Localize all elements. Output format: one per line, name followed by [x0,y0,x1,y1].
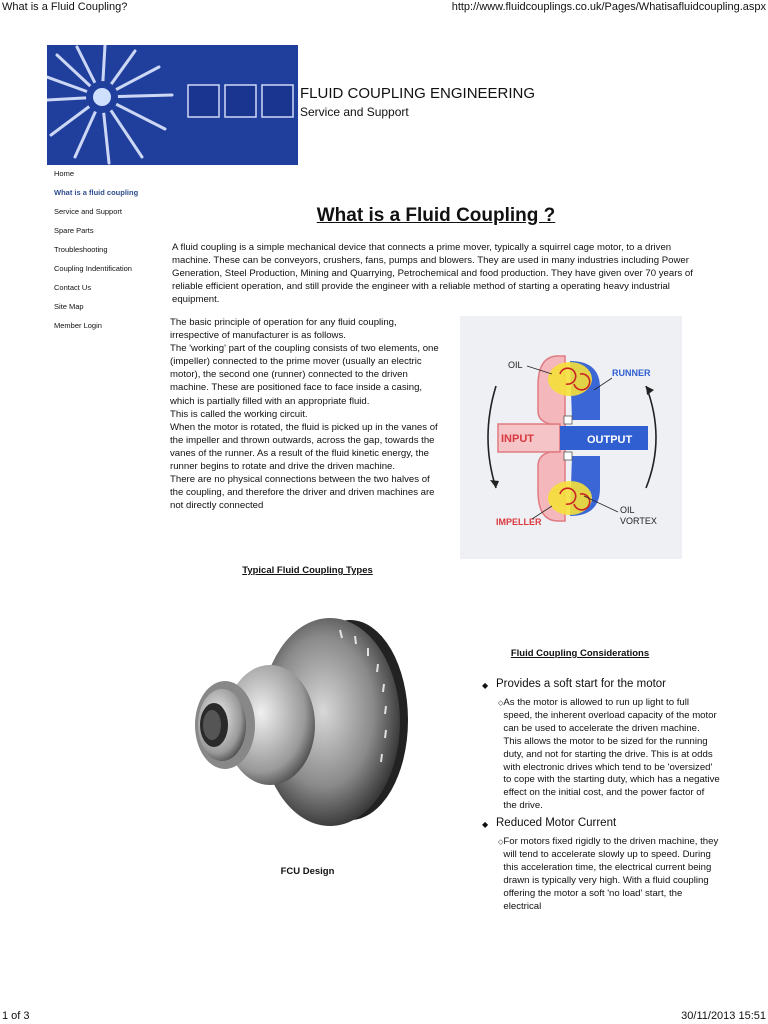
considerations-list [480,678,720,918]
nav-troubleshooting[interactable]: Troubleshooting [54,245,108,254]
nav-spare-parts[interactable]: Spare Parts [54,226,94,235]
label-oil-vortex-2: VORTEX [620,516,657,526]
brand-subtitle: Service and Support [300,105,409,119]
consideration-title: Reduced Motor Current [496,817,617,830]
consideration-detail: As the motor is allowed to run up light to full speed, the inherent overload capacity of the motor can be used to accelerate the driven machine. This allows the motor to be sized for the running duty, and not for starting the drive. This is at odds with electronic drives which tend to be 'oversized' to cope with the starting duty, which has a negative effect on the initial cost, and the power factor of the drive. [503,697,720,812]
brand-title: FLUID COUPLING ENGINEERING [300,85,536,102]
list-item [480,678,720,694]
types-heading: Typical Fluid Coupling Types [242,565,373,576]
nav-what-is-fluid-coupling[interactable]: What is a fluid coupling [54,188,139,197]
label-oil-vortex-1: OIL [620,505,635,515]
nav-service-support[interactable]: Service and Support [54,207,122,216]
nav-site-map[interactable]: Site Map [54,302,84,311]
radial-logo-icon [47,45,298,165]
list-item-detail [498,836,720,913]
print-page-title: What is a Fluid Coupling? [2,1,128,13]
considerations-heading: Fluid Coupling Considerations [510,648,650,659]
principle-line: The basic principle of operation for any fluid coupling, irrespective of manufacturer is as follows. [170,317,397,342]
page-title: What is a Fluid Coupling ? [316,205,556,226]
bullet-icon: ◆ [482,681,489,690]
hollow-bullet-icon: ◇ [498,700,504,707]
label-oil: OIL [508,360,523,370]
oil-vortex-lower [548,481,592,515]
hollow-bullet-icon: ◇ [498,839,504,847]
consideration-detail: For motors fixed rigidly to the driven machine, they will tend to accelerate slowly up to speed. During this acceleration time, the electrical current being drawn is typically very high. With a fluid coupling offering the motor a soft 'no load' start, the electrical [503,836,719,912]
label-output: OUTPUT [587,434,633,446]
nav-coupling-identification[interactable]: Coupling Indentification [54,264,132,273]
principle-line: There are no physical connections between the two halves of the coupling, and therefore the driver and driven machines are not directly connected [170,474,435,512]
nav-home[interactable]: Home [54,169,75,178]
consideration-title: Provides a soft start for the motor [496,678,667,690]
print-header [0,0,768,16]
principle-text [170,316,445,512]
label-input: INPUT [501,433,534,445]
list-item-detail [498,697,720,813]
principle-line: This is called the working circuit. [170,408,308,420]
banner-image [47,45,298,165]
nav-contact-us[interactable]: Contact Us [54,283,92,292]
side-navigation [54,168,164,339]
bullet-icon: ◆ [482,820,489,830]
intro-paragraph: A fluid coupling is a simple mechanical device that connects a prime mover, typically a squirrel cage motor, to a driven machine. These can be conveyors, crushers, fans, pumps and blowers. They are used in many industries including Power Generation, Steel Production, Mining and Quarrying, Petrochemical and food production. They have given over 70 years of reliable efficient operation, and still provide the engineer with a reliable method of starting a operating heavy industrial equipment. [172,242,693,305]
fluid-coupling-diagram [460,316,682,559]
print-url: http://www.fluidcouplings.co.uk/Pages/Whatisafluidcoupling.aspx [451,1,766,13]
list-item [480,817,720,833]
principle-line: The 'working' part of the coupling consists of two elements, one (impeller) connected to the prime mover (usually an electric motor), the second one (runner) connected to the driven machine. These are positioned face to face inside a casing, which is partially filled with an appropriate fluid. [170,343,439,407]
print-timestamp: 30/11/2013 15:51 [681,1010,766,1022]
oil-vortex-upper [548,362,592,396]
photo-caption: FCU Design [280,866,335,877]
label-runner: RUNNER [612,368,651,378]
page-count: 1 of 3 [2,1010,30,1022]
label-impeller: IMPELLER [496,517,542,527]
nav-member-login[interactable]: Member Login [54,321,102,330]
print-footer [0,1008,768,1024]
principle-line: When the motor is rotated, the fluid is picked up in the vanes of the impeller and thrown outwards, across the gap, towards the vanes of the runner. As a result of the fluid kinetic energy, the runner begins to rotate and drive the driven machine. [170,421,438,473]
coupling-photo [170,600,432,852]
